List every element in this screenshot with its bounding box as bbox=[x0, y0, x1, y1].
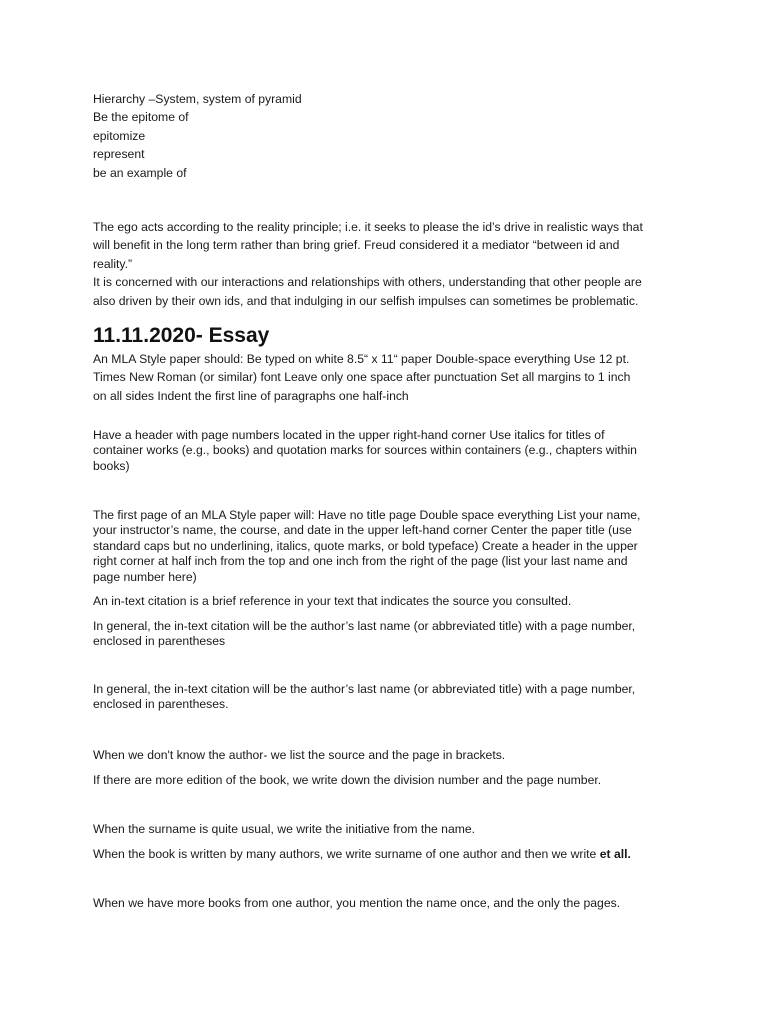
mla-style-line: An MLA Style paper should: Be typed on white 8.5“ x 11“ paper Double-space everything Use 12 pt. bbox=[93, 352, 630, 366]
mla-style-line: on all sides Indent the first line of paragraphs one half-inch bbox=[93, 388, 409, 403]
in-text-general-line: In general, the in-text citation will be the author’s last name (or abbreviated title) with a page number, bbox=[93, 619, 636, 633]
vocabulary-notes bbox=[93, 90, 683, 182]
first-page-paragraph bbox=[93, 508, 683, 585]
more-books-line: When we have more books from one author, you mention the name once, and the only the pages. bbox=[93, 896, 621, 910]
mla-style-line: Times New Roman (or similar) font Leave only one space after punctuation Set all margins to 1 inch bbox=[93, 370, 631, 385]
first-page-line: right corner at half inch from the top and one inch from the right of the page (list your last name and bbox=[93, 554, 628, 569]
ego-paragraph-line: will benefit in the long term rather than bring grief. Freud considered it a mediator “between id and bbox=[93, 238, 620, 253]
usual-surname-note bbox=[93, 820, 683, 838]
first-page-line: page number here) bbox=[93, 569, 197, 584]
in-text-general-line: enclosed in parentheses bbox=[93, 634, 226, 649]
unknown-author-note bbox=[93, 746, 683, 764]
first-page-line: The first page of an MLA Style paper will: Have no title page Double space everything List your name, bbox=[93, 508, 641, 522]
first-page-line: your instructor’s name, the course, and date in the upper left-hand corner Center the paper title (use bbox=[93, 523, 632, 538]
in-text-general-paragraph bbox=[93, 619, 683, 650]
ego-paragraph-line: also driven by their own ids, and that indulging in our selfish impulses can sometimes be problematic. bbox=[93, 293, 639, 308]
more-editions-note bbox=[93, 771, 683, 789]
usual-surname-line: When the surname is quite usual, we write the initiative from the name. bbox=[93, 822, 476, 836]
in-text-general-line: enclosed in parentheses. bbox=[93, 697, 229, 712]
ego-paragraph-line: It is concerned with our interactions and relationships with others, understanding that other people are bbox=[93, 275, 642, 290]
in-text-definition bbox=[93, 592, 683, 610]
first-page-line: standard caps but no underlining, italics, quote marks, or bold typeface) Create a header in the upper bbox=[93, 538, 638, 553]
header-rules-paragraph bbox=[93, 428, 683, 474]
in-text-general-paragraph-repeat bbox=[93, 682, 683, 713]
more-books-note bbox=[93, 894, 683, 912]
vocabulary-line: be an example of bbox=[93, 165, 187, 180]
many-authors-line bbox=[93, 845, 683, 863]
ego-paragraph-line: The ego acts according to the reality principle; i.e. it seeks to please the id’s drive in realistic ways that bbox=[93, 220, 643, 234]
header-rules-line: container works (e.g., books) and quotation marks for sources within containers (e.g., chapters within bbox=[93, 443, 637, 458]
ego-paragraph bbox=[93, 218, 683, 310]
mla-style-paragraph bbox=[93, 350, 683, 405]
header-rules-line: Have a header with page numbers located in the upper right-hand corner Use italics for titles of bbox=[93, 428, 605, 442]
header-rules-line: books) bbox=[93, 458, 130, 473]
many-authors-text: When the book is written by many authors, we write surname of one author and then we write bbox=[93, 847, 600, 861]
more-editions-line: If there are more edition of the book, we write down the division number and the page number. bbox=[93, 773, 602, 787]
vocabulary-line: represent bbox=[93, 147, 145, 162]
essay-heading: 11.11.2020- Essay bbox=[93, 324, 270, 347]
in-text-definition-line: An in-text citation is a brief reference in your text that indicates the source you consulted. bbox=[93, 594, 572, 608]
vocabulary-line: Be the epitome of bbox=[93, 110, 189, 125]
many-authors-note bbox=[93, 845, 683, 863]
vocabulary-line: epitomize bbox=[93, 128, 146, 143]
et-all-emphasis: et all. bbox=[599, 847, 631, 861]
ego-paragraph-line: reality.” bbox=[93, 256, 133, 271]
unknown-author-line: When we don't know the author- we list the source and the page in brackets. bbox=[93, 748, 506, 762]
in-text-general-line: In general, the in-text citation will be the author’s last name (or abbreviated title) with a page number, bbox=[93, 682, 636, 696]
vocabulary-line: Hierarchy –System, system of pyramid bbox=[93, 92, 302, 106]
